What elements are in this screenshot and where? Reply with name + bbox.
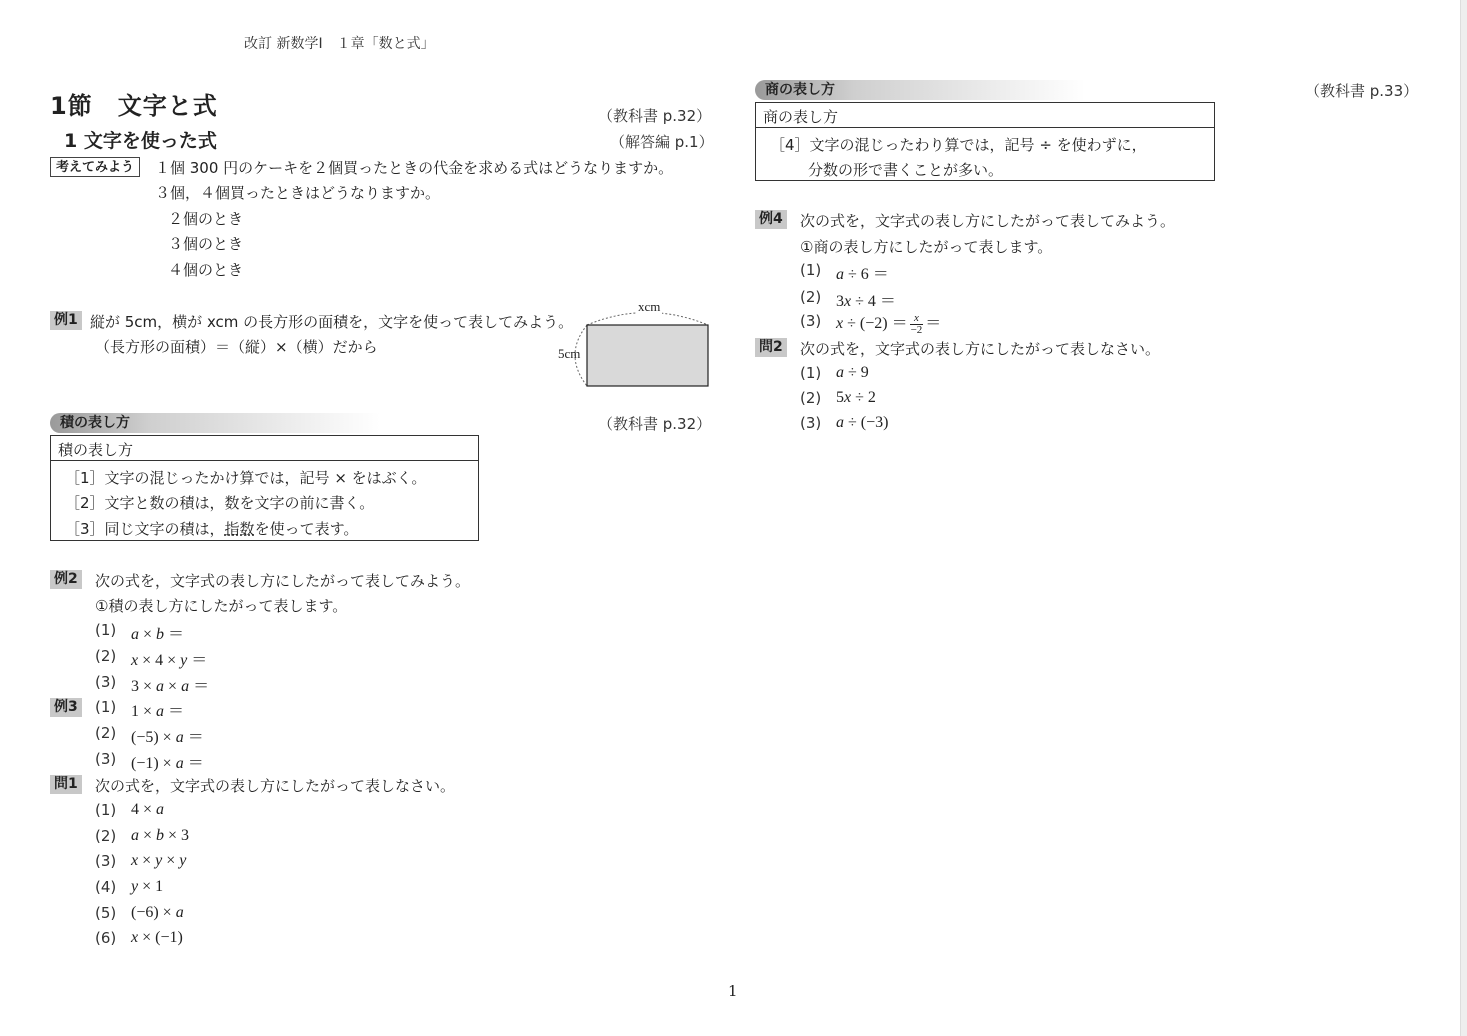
product-rule-3-part: ［3］同じ文字の積は， [65, 520, 225, 538]
example-label: 例4 [755, 210, 787, 229]
item-number: (1) [95, 801, 117, 819]
item-number: (2) [95, 827, 117, 845]
example-2-text: 次の式を，文字式の表し方にしたがって表してみよう。 [95, 572, 471, 590]
answer-ref: （解答編 p.1） [610, 133, 714, 151]
item-expression: a ÷ 6 ＝ [836, 266, 889, 283]
think-item: ２個のとき [168, 210, 244, 228]
section-title: 1節 文字と式 [50, 92, 218, 120]
quotient-rule-line1: ［4］文字の混じったわり算では，記号 ÷ を使わずに， [770, 136, 1147, 154]
item-expression: x × (−1) [131, 929, 183, 946]
think-question-2: ３個，４個買ったときはどうなりますか。 [155, 184, 441, 202]
item-number: (3) [800, 312, 822, 330]
example-4-note: ①商の表し方にしたがって表します。 [800, 238, 1053, 256]
product-rule-1: ［1］文字の混じったかけ算では，記号 × をはぶく。 [65, 469, 427, 487]
product-ref: （教科書 p.32） [598, 415, 712, 433]
item-expression: y × 1 [131, 878, 164, 895]
think-tag: 考えてみよう [50, 157, 140, 177]
item-number: (2) [95, 647, 117, 665]
example-2-note: ①積の表し方にしたがって表します。 [95, 597, 348, 615]
rect-height-label: 5cm [558, 346, 581, 361]
question-label: 問1 [50, 775, 82, 794]
item-expression: x × 4 × y ＝ [131, 652, 208, 669]
item-number: (2) [800, 288, 822, 306]
item-number: (5) [95, 904, 117, 922]
item-expression: (−5) × a ＝ [131, 729, 204, 746]
item-expression: 1 × a ＝ [131, 703, 185, 720]
page-edge [1460, 0, 1467, 1036]
quotient-rule-line2: 分数の形で書くことが多い。 [808, 161, 1004, 179]
exponent-term: 指数 [224, 520, 255, 538]
fraction-denominator: −2 [910, 323, 923, 336]
fraction-numerator: x [910, 313, 924, 325]
rectangle-shape [587, 325, 708, 386]
example-1-text: 縦が 5cm，横が xcm の長方形の面積を，文字を使って表してみよう。 [90, 313, 574, 331]
subsection-title: 1 文字を使った式 [64, 130, 217, 152]
think-item: ４個のとき [168, 261, 244, 279]
item-number: (1) [95, 621, 117, 639]
item-expression: a × b × 3 [131, 827, 190, 844]
item-expression: a ÷ (−3) [836, 414, 889, 431]
example-label: 例3 [50, 698, 82, 717]
item-number: (4) [95, 878, 117, 896]
think-item: ３個のとき [168, 235, 244, 253]
item-number: (1) [800, 364, 822, 382]
product-band: 積の表し方 [50, 413, 380, 433]
quotient-box-title: 商の表し方 [756, 103, 1214, 128]
item-number: (2) [800, 389, 822, 407]
quotient-band: 商の表し方 [755, 80, 1085, 100]
item-expression: a ÷ 9 [836, 364, 869, 381]
textbook-ref: （教科書 p.32） [598, 107, 712, 125]
item-number: (1) [800, 261, 822, 279]
item-number: (1) [95, 698, 117, 716]
rect-width-label: xcm [638, 299, 661, 314]
item-expression: (−1) × a ＝ [131, 755, 204, 772]
quotient-rule-box [755, 102, 1215, 181]
item-expression: x ÷ (−2) ＝ $\frac{x}{-2}$ ＝ [836, 311, 942, 336]
item-expression: 3 × a × a ＝ [131, 678, 210, 695]
item-number: (3) [95, 852, 117, 870]
item-number: (3) [800, 414, 822, 432]
item-number: (2) [95, 724, 117, 742]
item-expression: x × y × y [131, 852, 187, 869]
example-4-text: 次の式を，文字式の表し方にしたがって表してみよう。 [800, 212, 1176, 230]
item-expression: a × b ＝ [131, 626, 185, 643]
quotient-ref: （教科書 p.33） [1305, 82, 1419, 100]
example-label: 例1 [50, 311, 82, 330]
page-header: 改訂 新数学Ⅰ １章「数と式」 [244, 36, 435, 52]
think-question-1: １個 300 円のケーキを２個買ったときの代金を求める式はどうなりますか。 [155, 159, 674, 177]
item-expression: 3x ÷ 4 ＝ [836, 293, 896, 310]
product-rule-3 [65, 518, 358, 539]
item-expression: 4 × a [131, 801, 165, 818]
product-rule-box [50, 435, 479, 541]
product-rule-2: ［2］文字と数の積は，数を文字の前に書く。 [65, 494, 375, 512]
item-expression: 5x ÷ 2 [836, 389, 876, 406]
question-2-text: 次の式を，文字式の表し方にしたがって表しなさい。 [800, 340, 1161, 358]
item-number: (3) [95, 750, 117, 768]
example-label: 例2 [50, 570, 82, 589]
item-expression: (−6) × a [131, 904, 184, 921]
product-rule-3-part: を使って表す。 [254, 520, 359, 538]
question-label: 問2 [755, 338, 787, 357]
equals-sign: ＝ [925, 315, 942, 332]
example-1-line2: （長方形の面積）＝（縦）×（横）だから [95, 338, 378, 356]
fraction [910, 313, 924, 336]
question-1-text: 次の式を，文字式の表し方にしたがって表しなさい。 [95, 777, 456, 795]
item-number: (3) [95, 673, 117, 691]
page-number: 1 [728, 982, 738, 1000]
item-number: (6) [95, 929, 117, 947]
product-box-title: 積の表し方 [51, 436, 478, 461]
